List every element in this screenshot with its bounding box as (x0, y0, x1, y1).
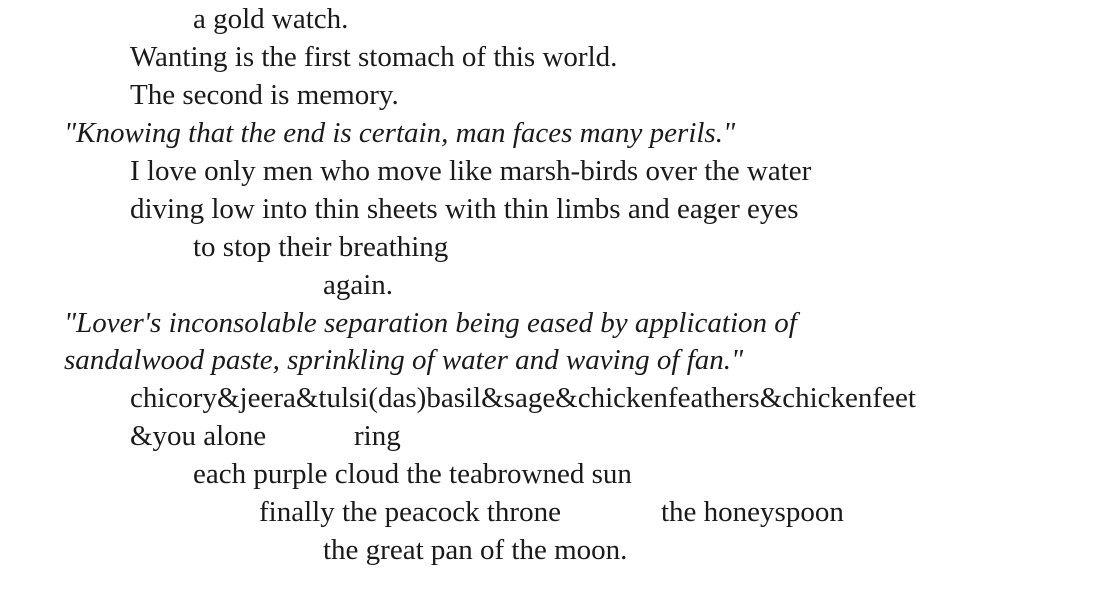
poem-line: the great pan of the moon. (323, 534, 628, 566)
poem-line: The second is memory. (130, 79, 399, 111)
poem-line: I love only men who move like marsh-birds over the water (130, 155, 812, 187)
poem-line: finally the peacock throne (259, 496, 561, 528)
poem-quote-line: "Knowing that the end is certain, man faces many perils." (64, 117, 736, 149)
poem-line-fragment: the honeyspoon (661, 496, 844, 528)
poem-line: diving low into thin sheets with thin limbs and eager eyes (130, 193, 799, 225)
poem-line: again. (323, 269, 394, 301)
poem-line: &you alone (130, 420, 267, 452)
poem-line: to stop their breathing (193, 231, 449, 263)
poem-quote-line: "Lover's inconsolable separation being eased by application of (64, 307, 797, 339)
poem-quote-line: sandalwood paste, sprinkling of water and waving of fan." (64, 344, 744, 376)
poem-line: each purple cloud the teabrowned sun (193, 458, 632, 490)
poem-line: Wanting is the first stomach of this world. (130, 41, 618, 73)
poem-line: a gold watch. (193, 3, 349, 35)
poem-line-fragment: ring (354, 420, 401, 452)
poem-line: chicory&jeera&tulsi(das)basil&sage&chickenfeathers&chickenfeet (130, 382, 916, 414)
